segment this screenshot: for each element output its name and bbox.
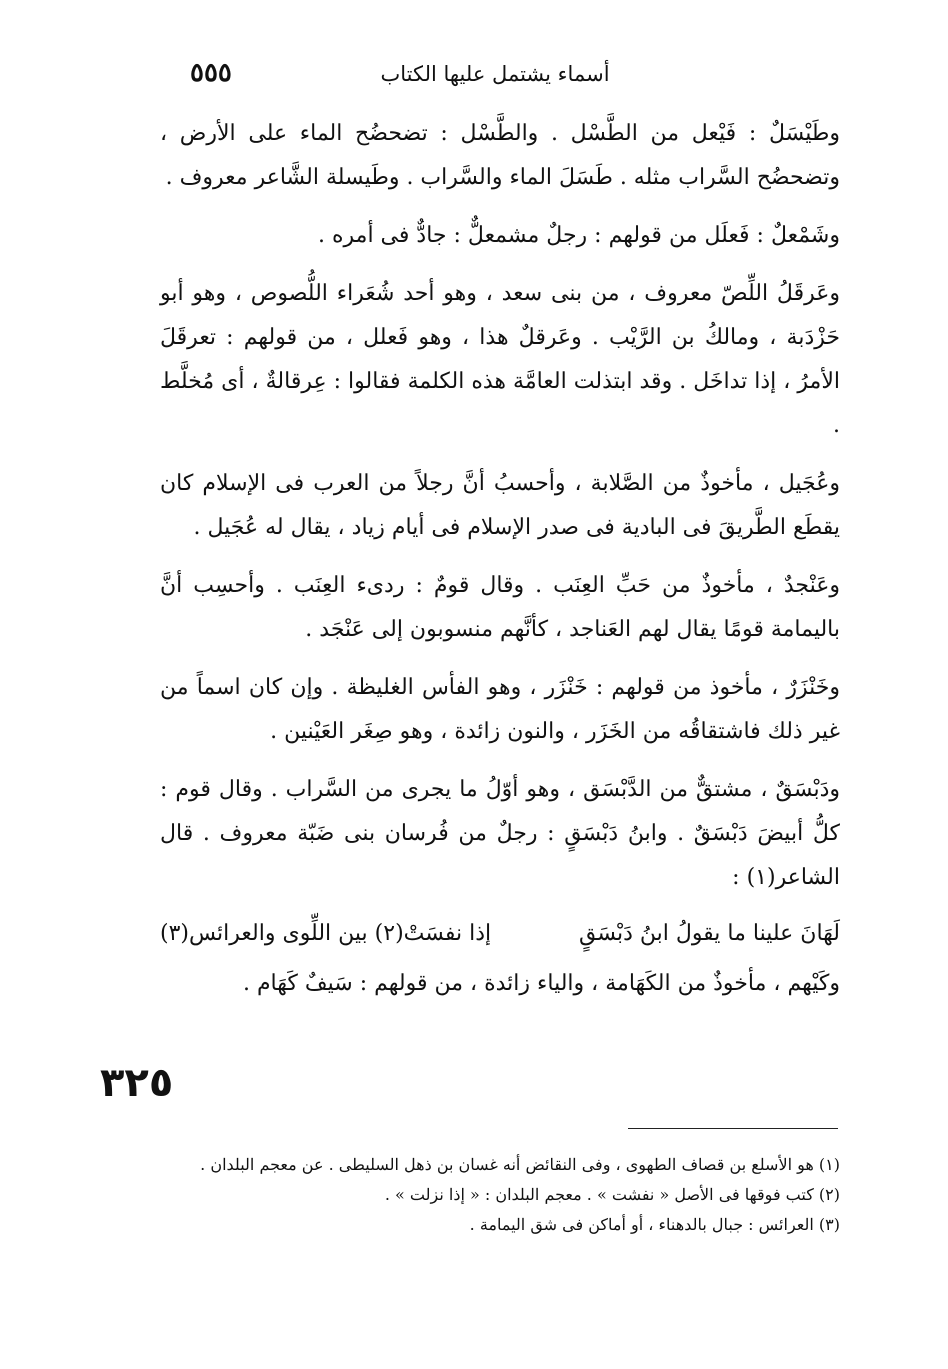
entry-shamal: وشَمْعلٌ : فَعلَل من قولهم : رجلٌ مشمعلٌّ : جادٌّ فى أمره . bbox=[318, 223, 840, 248]
footnote-2: (٢) كتب فوقها فى الأصل « نفشت » . معجم البلدان : « إذا نزلت » . bbox=[384, 1185, 840, 1204]
margin-number: ٣٢٥ bbox=[100, 1060, 174, 1106]
page-number: ٥٥٥ bbox=[190, 58, 232, 88]
main-text bbox=[160, 112, 840, 1020]
entry-anjad: وعَنْجدٌ ، مأخوذٌ من حَبِّ العِنَب . وقال قومٌ : ردىء العِنَب . وأحسِب أنَّ باليمامة قومًا يقال لهم العَناجد ، كأنَّهم منسوبون إلى عَنْجَد . bbox=[160, 573, 840, 642]
entry-ujayl: وعُجَيل ، مأخوذٌ من الصَّلابة ، وأحسبُ أنَّ رجلاً من العرب فى الإسلام كان يقطَع الطَّريقَ فى البادية فى صدر الإسلام فى أيام زياد ، يقال له عُجَيل . bbox=[160, 471, 840, 540]
entry-khanzar: وخَنْزَرٌ ، مأخوذ من قولهم : خَنْزَر ، وهو الفأس الغليظة . وإن كان اسماً من غير ذلك فاشتقاقُه من الخَزَر ، والنون زائدة ، وهو صِغَر العَيْنين . bbox=[160, 675, 840, 744]
footnotes bbox=[170, 1150, 840, 1240]
entry-dabsaq: ودَبْسَقٌ ، مشتقٌّ من الدَّبْسَق ، وهو أوّلُ ما يجرى من السَّراب . وقال قوم : كلُّ أبيضَ دَبْسَقٌ . وابنُ دَبْسَقٍ : رجلٌ من فُرسان بنى ضَبّة معروف . قال الشاعر(١) : bbox=[160, 777, 840, 890]
verse-first-hemistich: لَهَانَ علينا ما يقولُ ابنُ دَبْسَقٍ bbox=[578, 921, 840, 946]
footnote-1: (١) هو الأسلع بن قصاف الطهوى ، وفى النقائض أنه غسان بن ذهل السليطى . عن معجم البلدان . bbox=[200, 1155, 840, 1174]
footnote-3: (٣) العرائس : جبال بالدهناء ، أو أماكن فى شق اليمامة . bbox=[469, 1215, 840, 1234]
running-title: أسماء يشتمل عليها الكتاب bbox=[380, 62, 610, 86]
page-header bbox=[170, 58, 820, 98]
verse-second-hemistich: إذا نفسَتْ(٢) بين اللِّوى والعرائس(٣) bbox=[160, 921, 492, 946]
entry-arqal: وعَرقَلُ اللِّصّ معروف ، من بنى سعد ، وهو أحد شُعَراء اللُّصوص ، وهو أبو حَزْدَبة ، ومالكُ بن الرَّيْب . وعَرقلٌ هذا ، وهو فَعلل ، من قولهم : تعرقَلَ الأمرُ ، إذا تداخَل . وقد ابتذلت العامَّة هذه الكلمة فقالوا : عِرقالةٌ ، أى مُخلَّط . bbox=[160, 281, 840, 438]
poetry-verse bbox=[160, 912, 840, 956]
entry-tayasal: وطَيْسَلٌ : فَيْعل من الطَّسْل . والطَّسْل : تضحضُح الماء على الأرض ، وتضحضُح السَّراب مثله . طَسَلَ الماء والسَّراب . وطَيسلة الشَّاعر معروف . bbox=[160, 121, 840, 190]
footnote-divider bbox=[628, 1128, 838, 1129]
entry-kayham: وكَيْهم ، مأخوذٌ من الكَهَامة ، والياء زائدة ، من قولهم : سَيفٌ كَهَام . bbox=[242, 971, 840, 996]
